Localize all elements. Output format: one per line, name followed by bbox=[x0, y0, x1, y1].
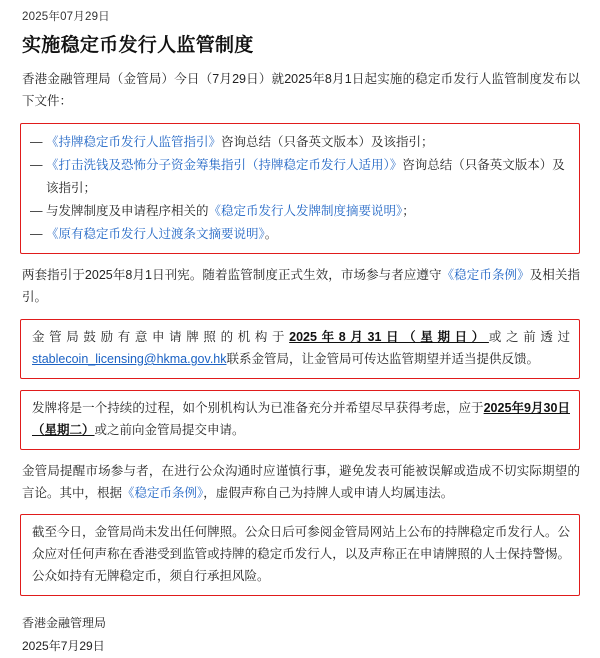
footer bbox=[22, 612, 580, 658]
contact-paragraph bbox=[32, 327, 570, 371]
caution-text-post: ，虚假声称自己为持牌人或申请人均属违法。 bbox=[203, 485, 454, 500]
footer-organization: 香港金融管理局 bbox=[22, 616, 107, 630]
effective-text-pre: 两套指引于2025年8月1日刊宪。随着监管制度正式生效，市场参与者应遵守 bbox=[22, 268, 442, 283]
contact-tail: 联系金管局，让金管局可传达监管期望并适当提供反馈。 bbox=[226, 352, 540, 366]
effective-text-post: 及相关指引。 bbox=[22, 268, 580, 305]
email-link[interactable]: stablecoin_licensing@hkma.gov.hk bbox=[32, 352, 227, 366]
doc-suffix-4: 。 bbox=[264, 227, 278, 242]
page-title: 实施稳定币发行人监管制度 bbox=[22, 35, 254, 56]
licensing-paragraph bbox=[32, 398, 570, 442]
licensing-tail: 或之前向金管局提交申请。 bbox=[94, 422, 245, 437]
ordinance-link-1[interactable]: 《稳定币条例》 bbox=[441, 268, 530, 283]
doc-link-1[interactable]: 《持牌稳定币发行人监管指引》 bbox=[46, 134, 222, 149]
list-item bbox=[30, 154, 570, 200]
publish-date-top: 2025年07月29日 bbox=[22, 11, 110, 23]
ordinance-link-2[interactable]: 《稳定币条例》 bbox=[122, 485, 204, 500]
footer-date: 2025年7月29日 bbox=[22, 638, 105, 653]
doc-suffix-1: 咨询总结（只备英文版本）及该指引； bbox=[221, 134, 434, 149]
licensing-deadline: 2025年9月30日（星期二） bbox=[32, 400, 570, 437]
contact-deadline: 2025年8月31日（星期日） bbox=[289, 330, 489, 345]
warning-paragraph: 截至今日，金管局尚未发出任何牌照。公众日后可参阅金管局网站上公布的持牌稳定币发行人。公众应对任何声称在香港受到监管或持牌的稳定币发行人，以及声称正在申请牌照的人士保持警惕。公众如持有无牌稳定币，须自行承担风险。 bbox=[32, 525, 570, 584]
doc-link-3[interactable]: 《稳定币发行人发牌制度摘要说明》 bbox=[208, 204, 403, 219]
doc-link-4[interactable]: 《原有稳定币发行人过渡条文摘要说明》 bbox=[46, 227, 265, 242]
document-list bbox=[30, 131, 570, 247]
highlight-box-licensing bbox=[20, 390, 580, 450]
doc-prefix-3: 与发牌制度及申请程序相关的 bbox=[46, 204, 209, 219]
intro-paragraph: 香港金融管理局（金管局）今日（7月29日）就2025年8月1日起实施的稳定币发行人监管制度发布以下文件： bbox=[22, 72, 580, 108]
doc-suffix-2: 咨询总结（只备英文版本）及该指引； bbox=[46, 157, 565, 195]
doc-link-2[interactable]: 《打击洗钱及恐怖分子资金筹集指引（持牌稳定币发行人适用）》 bbox=[46, 157, 403, 172]
caution-text-pre: 金管局提醒市场参与者，在进行公众沟通时应谨慎行事，避免发表可能被误解或造成不切实际期望的言论。其中，根据 bbox=[22, 463, 580, 500]
contact-mid: 或之前透过 bbox=[488, 330, 570, 345]
effective-paragraph bbox=[22, 265, 580, 309]
list-item bbox=[30, 223, 570, 246]
list-item bbox=[30, 200, 570, 223]
highlight-box-warning bbox=[20, 514, 580, 596]
licensing-lead: 发牌将是一个持续的过程，如个别机构认为已准备充分并希望尽早获得考虑，应于 bbox=[32, 400, 484, 415]
list-item bbox=[30, 131, 570, 154]
highlight-box-documents bbox=[20, 123, 580, 255]
highlight-box-contact bbox=[20, 319, 580, 379]
doc-suffix-3: ； bbox=[402, 204, 415, 219]
caution-paragraph bbox=[22, 461, 580, 505]
contact-lead: 金管局鼓励有意申请牌照的机构于 bbox=[32, 330, 290, 345]
